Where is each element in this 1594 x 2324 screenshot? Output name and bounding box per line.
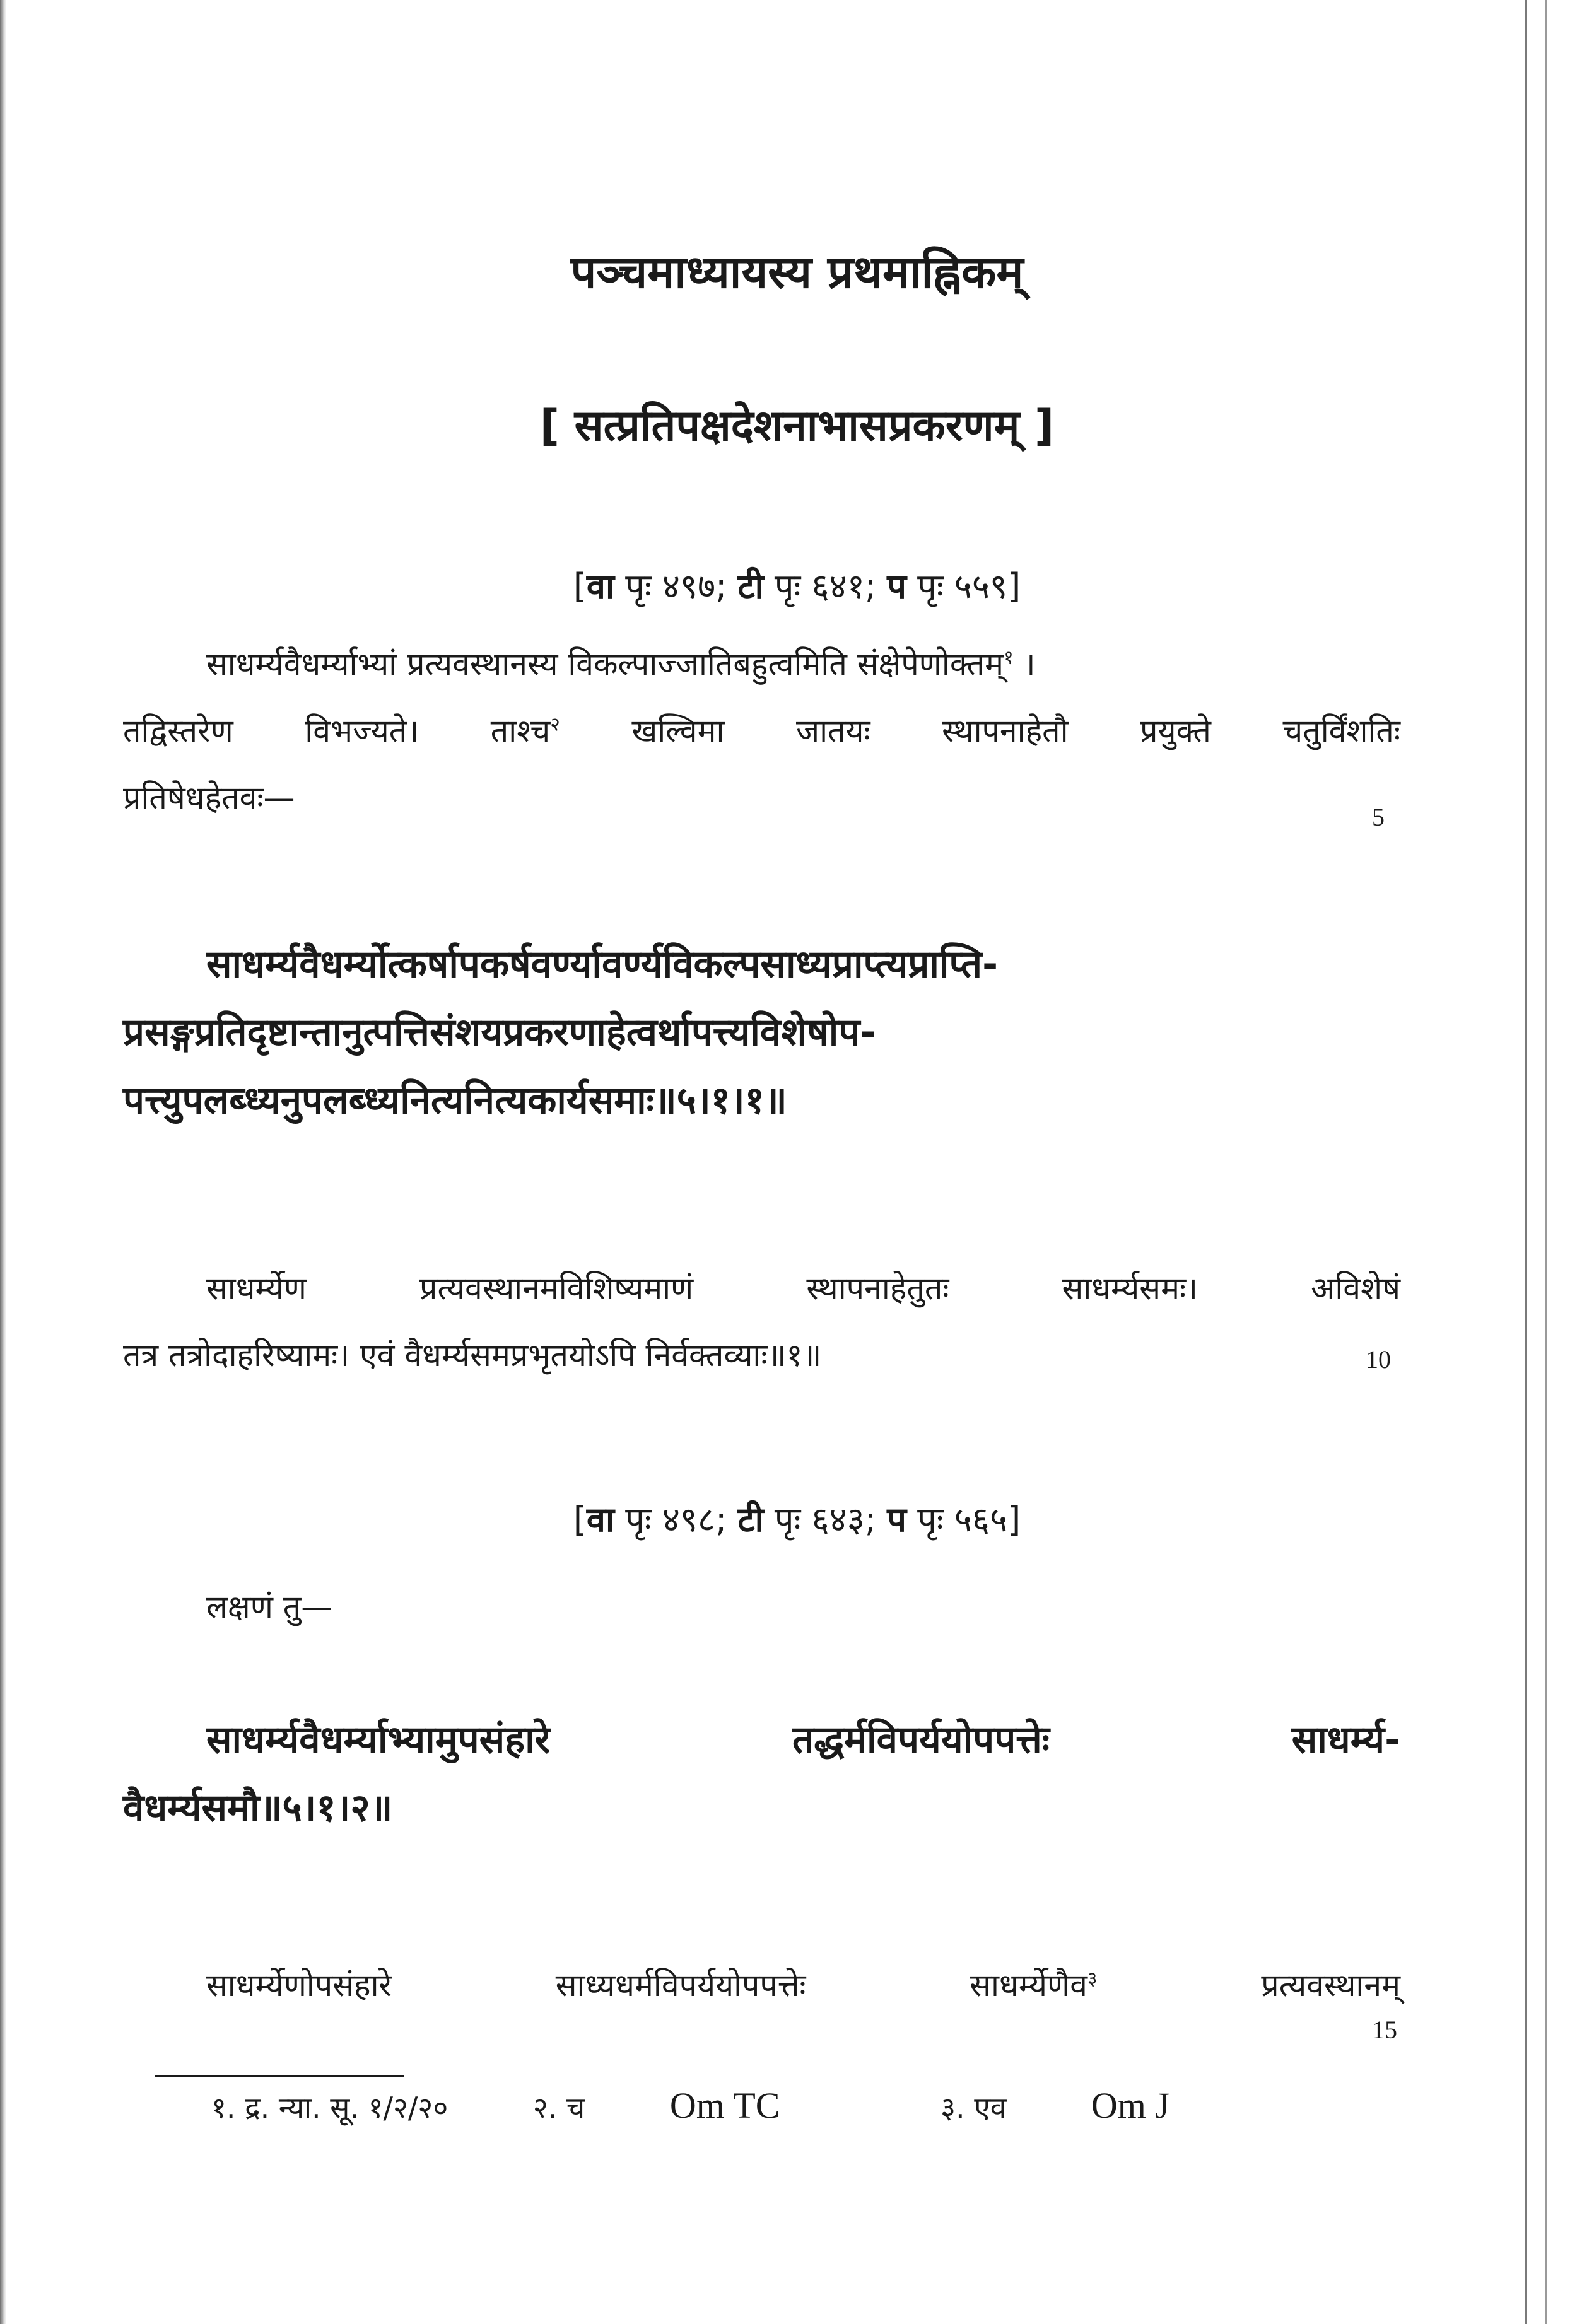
paragraph-3: लक्षणं तु— bbox=[206, 1589, 333, 1625]
sutra-5-1-1-line-2: प्रसङ्गप्रतिदृष्टान्तानुत्पत्तिसंशयप्रकरणाहेत्वर्थापत्त्यविशेषोप- bbox=[123, 1010, 876, 1054]
paragraph-2 bbox=[123, 1255, 1400, 1389]
sutra-5-1-1-line-1: साधर्म्यवैधर्म्योत्कर्षापकर्षवर्ण्यावर्ण्यविकल्पसाध्यप्राप्त्यप्राप्ति- bbox=[206, 942, 999, 986]
ref-pa-label: प bbox=[887, 1500, 906, 1539]
paragraph-2-line-2: तत्र तत्रोदाहरिष्यामः। एवं वैधर्म्यसमप्रभृतयोऽपि निर्वक्तव्याः॥१॥ bbox=[123, 1337, 822, 1374]
ref-va-page: पृः ४९७; bbox=[625, 566, 727, 606]
footnote-rule bbox=[155, 2075, 404, 2077]
paragraph-1 bbox=[123, 631, 1400, 831]
page-reference-2 bbox=[0, 1495, 1594, 1541]
line-number-5: 5 bbox=[1372, 803, 1385, 831]
sutra-5-1-1 bbox=[123, 930, 1400, 1135]
ref-ti-label: टी bbox=[737, 566, 764, 606]
footnote-2: २. च Om TC bbox=[532, 2085, 780, 2126]
ref-va-label: वा bbox=[586, 566, 614, 606]
sutra-5-1-2 bbox=[123, 1706, 1400, 1842]
ref-ti-page: पृः ६४१; bbox=[774, 566, 877, 606]
sutra-5-1-2-line-2: वैधर्म्यसमौ॥५।१।२॥ bbox=[123, 1786, 393, 1830]
sutra-5-1-1-line-3: पत्त्युपलब्ध्यनुपलब्ध्यनित्यनित्यकार्यसमाः॥५।१।१॥ bbox=[123, 1078, 787, 1123]
paragraph-4-line-1: साधर्म्येणोपसंहारे साध्यधर्मविपर्ययोपपत्तेः साधर्म्येणैव$^३$ प्रत्यवस्थानम् bbox=[206, 1967, 1400, 2004]
sutra-5-1-2-line-1: साधर्म्यवैधर्म्याभ्यामुपसंहारे तद्धर्मविपर्ययोपपत्तेः साधर्म्य- bbox=[206, 1718, 1400, 1762]
footnote-1: १. द्र. न्या. सू. १/२/२० bbox=[211, 2091, 448, 2125]
line-number-10: 10 bbox=[1366, 1345, 1391, 1374]
paragraph-1-line-2: तद्विस्तरेण विभज्यते। ताश्च$^२$ खल्विमा जातयः स्थापनाहेतौ प्रयुक्ते चतुर्विंशतिः bbox=[123, 713, 1400, 749]
ref-ti-page: पृः ६४३; bbox=[774, 1500, 877, 1539]
ref-va-label: वा bbox=[586, 1500, 614, 1539]
paragraph-2-line-1: साधर्म्येण प्रत्यवस्थानमविशिष्यमाणं स्थापनाहेतुतः साधर्म्यसमः। अविशेषं bbox=[206, 1270, 1400, 1307]
paragraph-1-line-3: प्रतिषेधहेतवः— bbox=[123, 780, 295, 816]
footnotes bbox=[211, 2084, 1321, 2127]
scan-edge-right-outer bbox=[1545, 0, 1547, 2324]
ref-pa-page: पृः ५६५ bbox=[917, 1500, 1008, 1539]
ref-open-bracket: [ bbox=[573, 1500, 587, 1539]
paragraph-4 bbox=[123, 1952, 1400, 2019]
ref-ti-label: टी bbox=[737, 1500, 764, 1539]
ref-pa-label: प bbox=[887, 566, 906, 606]
ref-close-bracket: ] bbox=[1007, 566, 1021, 606]
page-reference-1 bbox=[0, 561, 1594, 608]
footnote-3: ३. एव Om J bbox=[941, 2085, 1169, 2126]
section-title: [ सत्प्रतिपक्षदेशनाभासप्रकरणम् ] bbox=[539, 401, 1055, 451]
chapter-title: पञ्चमाध्यायस्य प्रथमाह्निकम् bbox=[570, 245, 1024, 298]
ref-pa-page: पृः ५५९ bbox=[917, 566, 1008, 606]
ref-open-bracket: [ bbox=[573, 566, 587, 606]
line-number-15: 15 bbox=[1372, 2016, 1397, 2044]
ref-va-page: पृः ४९८; bbox=[625, 1500, 727, 1539]
paragraph-1-line-1: साधर्म्यवैधर्म्याभ्यां प्रत्यवस्थानस्य विकल्पाज्जातिबहुत्वमिति संक्षेपेणोक्तम्$^१$ । bbox=[206, 646, 1036, 682]
scan-edge-left bbox=[0, 0, 6, 2324]
scan-edge-right bbox=[1525, 0, 1527, 2324]
ref-close-bracket: ] bbox=[1007, 1500, 1021, 1539]
